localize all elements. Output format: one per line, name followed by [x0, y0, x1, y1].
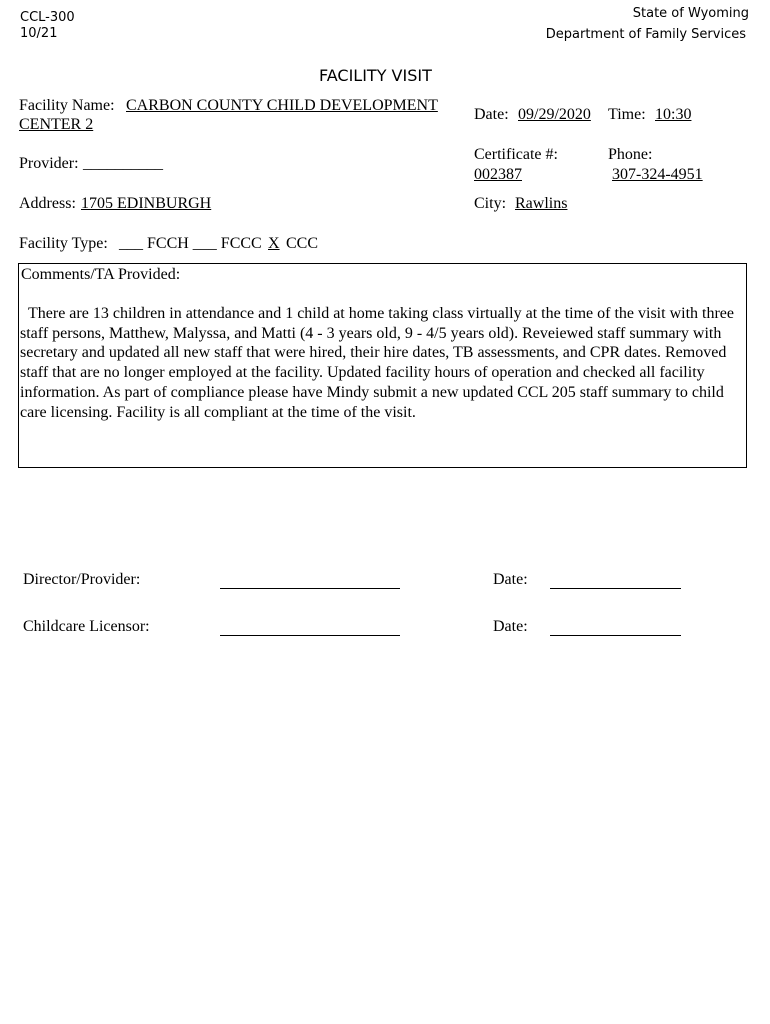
director-date-label: Date: — [493, 571, 528, 588]
comments-text-content: There are 13 children in attendance and 1 child at home taking class virtually at the time of the visit with three staff persons, Matthew, Malyssa, and Matti (4 - 3 years old, 9 - 4/5 years old). Reveiewed staff summary with secretary and updated all new staff that were hired, their hire dates, TB assessments, and CPR dates. Removed staff that are no longer employed at the facility. Updated facility hours of operation and checked all facility information. As part of compliance please have Mindy submit a new updated CCL 205 staff summary to child care licensing. Facility is all compliant at the time of the visit. — [20, 305, 734, 421]
facility-type-mark: X — [268, 235, 280, 252]
licensor-date-label: Date: — [493, 618, 528, 635]
certificate-value: 002387 — [474, 166, 522, 183]
facility-type-selected: CCC — [286, 235, 319, 252]
director-label: Director/Provider: — [23, 571, 141, 588]
phone-label: Phone: — [608, 146, 653, 163]
facility-name-label: Facility Name: — [19, 97, 115, 114]
city-label: City: — [474, 195, 507, 212]
director-date-line — [550, 588, 681, 589]
time-label: Time: — [608, 106, 646, 123]
agency-state: State of Wyoming — [632, 6, 749, 21]
licensor-label: Childcare Licensor: — [23, 618, 150, 635]
address-value: 1705 EDINBURGH — [81, 195, 212, 212]
director-signature-line — [220, 588, 400, 589]
city-value: Rawlins — [515, 195, 568, 212]
facility-type-label: Facility Type: — [19, 235, 108, 252]
date-value: 09/29/2020 — [518, 106, 591, 123]
address-label: Address: — [19, 195, 76, 212]
date-label: Date: — [474, 106, 509, 123]
facility-name-line2: CENTER 2 — [19, 116, 94, 133]
form-code: CCL-300 — [20, 10, 75, 25]
facility-name-line1: CARBON COUNTY CHILD DEVELOPMENT — [126, 97, 438, 114]
form-date: 10/21 — [20, 26, 58, 41]
provider-value: __________ — [83, 155, 163, 172]
licensor-date-line — [550, 635, 681, 636]
agency-department: Department of Family Services — [545, 27, 746, 42]
facility-type-options: ___ FCCH ___ FCCC — [119, 235, 262, 252]
comments-box — [18, 263, 747, 468]
comments-text — [20, 304, 745, 422]
page-title: FACILITY VISIT — [319, 66, 432, 85]
provider-label: Provider: — [19, 155, 79, 172]
licensor-signature-line — [220, 635, 400, 636]
certificate-label: Certificate #: — [474, 146, 558, 163]
comments-label: Comments/TA Provided: — [21, 266, 181, 283]
time-value: 10:30 — [655, 106, 692, 123]
phone-value: 307-324-4951 — [612, 166, 703, 183]
